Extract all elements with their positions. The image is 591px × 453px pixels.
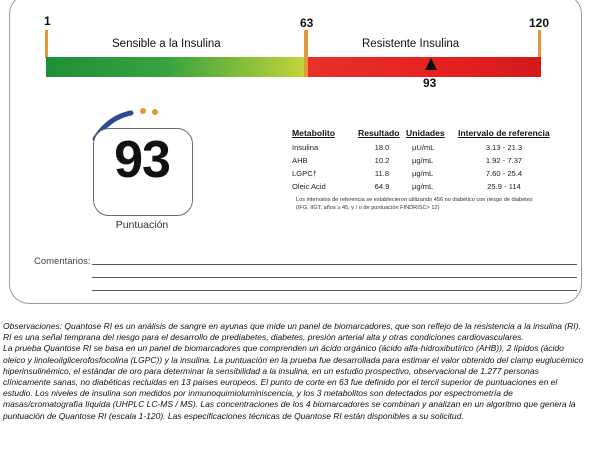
table-row: [292, 180, 550, 193]
metabolite-name: Oleic Acid: [292, 182, 326, 191]
metabolite-unit: µg/mL: [412, 182, 434, 191]
metabolite-name: LGPC†: [292, 169, 317, 178]
comment-line[interactable]: [92, 277, 577, 278]
score-value: 93: [114, 131, 170, 189]
pointer-value: 93: [423, 76, 437, 90]
observations-paragraph: La prueba Quantose RI se basa en un panel de biomarcadores que comprenden un ácido orgánico (ácido alfa-hidroxibutírico (AHB)), 2 lípidos (ácido oleico y linoleoilglicerofosfocolina (LGPC)) y la insulina. La puntuación en la prueba fue desarrollada para estimar el valor obtenido del clamp euglucémico hiperinsulinémico, el estándar de oro para determinar la sensibilidad a la insulina, en un estudio prospectivo, observacional de 1.277 personas clínicamente sanas, no diabéticas recluidas en 13 países europeos. El punto de corte en 63 fue definido por el tercil superior de puntuaciones en el estudio. Los niveles de insulina son medidos por inmunoquimioluminiscencia, y los 3 metabolitos son detectados por espectrometría de masas/cromatografía líquida (UHPLC LC-MS / MS). Las concentraciones de los 4 biomarcadores se combinan y analizan en un algoritmo que genera la puntuación de Quantose RI (escala 1-120). Las especificaciones técnicas de Quantose RI están disponibles a su solicitud.: [3, 343, 584, 421]
column-header: Unidades: [406, 128, 445, 138]
scale-max-label: 120: [529, 16, 550, 30]
metabolite-name: AHB: [292, 156, 308, 165]
metabolite-reference: 25.9 - 114: [487, 182, 521, 191]
metabolite-result: 64.9: [374, 182, 390, 191]
table-row: [292, 154, 550, 167]
metabolite-result: 18.0: [374, 143, 390, 152]
metabolite-reference: 7.60 - 25.4: [485, 169, 523, 178]
score-pointer-icon: [425, 58, 437, 70]
table-row: [292, 141, 550, 154]
metabolite-result: 10.2: [374, 156, 390, 165]
metabolite-unit: µg/mL: [412, 169, 434, 178]
sensitive-zone-label: Sensible a la Insulina: [112, 38, 221, 50]
scale-min-tick: [45, 30, 48, 58]
table-header-row: [292, 128, 550, 141]
scale-max-tick: [538, 30, 541, 58]
metabolite-unit: µU/mL: [412, 143, 435, 152]
observations-paragraph: Observaciones: Quantose RI es un análisis de sangre en ayunas que mide un panel de biomarcadores, que son reflejo de la resistencia a la insulina (RI).: [3, 321, 581, 331]
metabolite-table: [292, 128, 550, 193]
resistant-zone-label: Resistente Insulina: [362, 38, 460, 50]
metabolite-name: Insulina: [292, 143, 319, 152]
column-header: Intervalo de referencia: [458, 128, 550, 138]
metabolite-reference: 1.92 - 7.37: [485, 156, 523, 165]
observations-paragraph: RI es una señal temprana del riesgo para el desarrollo de prediabetes, diabetes, presión arterial alta y otras condiciones cardiovasculares.: [3, 332, 524, 343]
reference-note: Los intervalos de referencia se establecieron utilizando 456 no diabético con riesgo de diabetes (IFG, IIGT, años ≥ 45, y / o de puntuación FINDRISC> 12): [296, 197, 533, 211]
score-label: Puntuación: [115, 219, 169, 231]
column-header: Metabolito: [292, 128, 335, 138]
cutoff-tick: [304, 30, 308, 77]
observations-text: [3, 321, 588, 422]
column-header: Resultado: [358, 128, 400, 138]
comments-label: Comentarios:: [34, 256, 91, 267]
table-row: [292, 167, 550, 180]
comment-line[interactable]: [92, 290, 577, 291]
sensitive-zone-bar: [46, 57, 308, 77]
metabolite-result: 11.8: [374, 169, 390, 178]
scale-cutoff-label: 63: [300, 16, 314, 30]
comment-line[interactable]: [92, 264, 577, 265]
metabolite-unit: µg/mL: [412, 156, 434, 165]
scale-min-label: 1: [44, 14, 51, 28]
metabolite-reference: 3.13 - 21.3: [485, 143, 523, 152]
